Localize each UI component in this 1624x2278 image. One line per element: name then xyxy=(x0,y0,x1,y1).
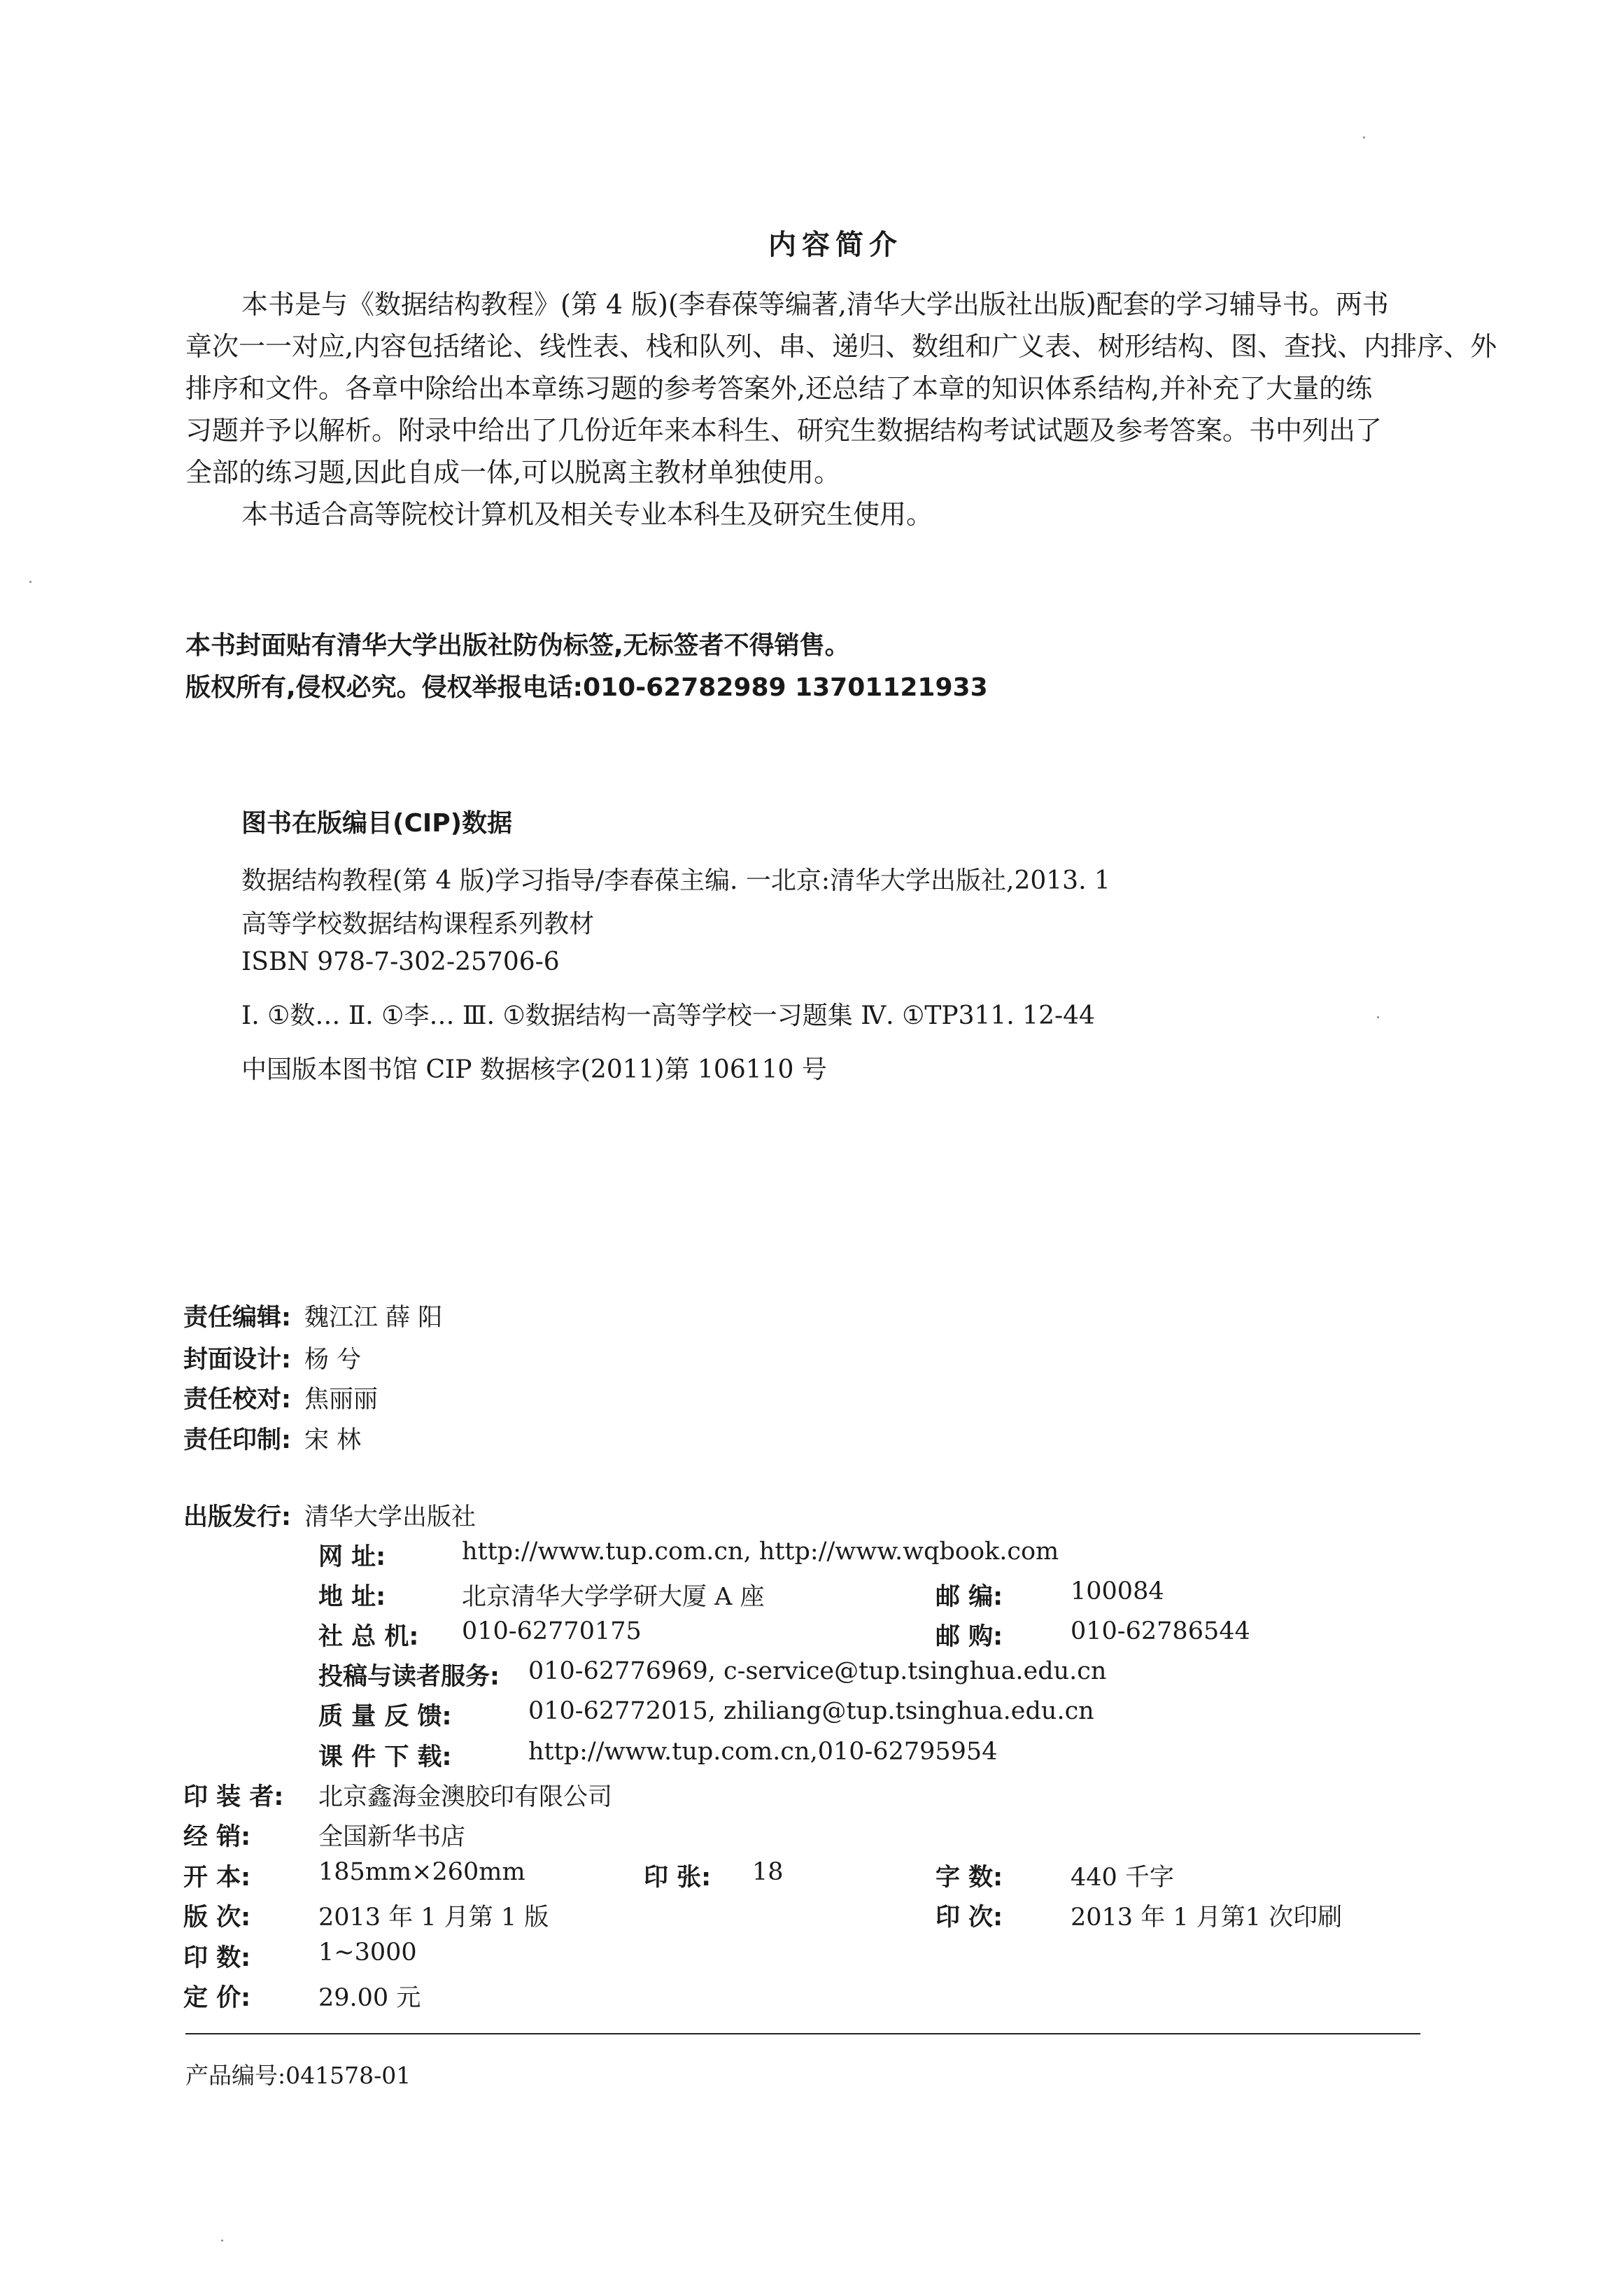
website-label: 网 址: xyxy=(318,1543,386,1571)
editor-value: 魏江江 薛 阳 xyxy=(304,1304,443,1332)
print-supervisor-value: 宋 林 xyxy=(304,1426,362,1454)
scan-speck xyxy=(1363,136,1365,139)
footer-rule xyxy=(185,2033,1420,2034)
publisher-name: 清华大学出版社 xyxy=(304,1503,476,1531)
cip-isbn-line: ISBN 978-7-302-25706-6 xyxy=(241,948,560,976)
download-value: http://www.tup.com.cn,010-62795954 xyxy=(528,1738,998,1766)
cip-series-line: 高等学校数据结构课程系列教材 xyxy=(241,910,595,938)
wordcount-label: 字 数: xyxy=(935,1864,1003,1892)
download-label: 课 件 下 载: xyxy=(318,1743,452,1771)
product-code: 产品编号:041578-01 xyxy=(185,2062,411,2089)
cip-title-line: 数据结构教程(第 4 版)学习指导/李春葆主编. 一北京:清华大学出版社,2013. 1 xyxy=(241,866,1110,895)
submission-value: 010-62776969, c-service@tup.tsinghua.edu.cn xyxy=(528,1657,1107,1685)
mailorder-value: 010-62786544 xyxy=(1071,1617,1250,1645)
price-label: 定 价: xyxy=(183,1984,251,2012)
cover-design-label: 封面设计: xyxy=(183,1346,291,1374)
intro-line-1: 本书是与《数据结构教程》(第 4 版)(李春葆等编著,清华大学出版社出版)配套的学习辅导书。两书 xyxy=(241,289,1389,320)
editor-label: 责任编辑: xyxy=(183,1304,291,1332)
scan-speck xyxy=(221,2240,223,2242)
copies-value: 1~3000 xyxy=(318,1939,417,1967)
postcode-value: 100084 xyxy=(1071,1577,1164,1605)
publisher-label: 出版发行: xyxy=(183,1503,291,1531)
distributor-label: 经 销: xyxy=(183,1823,251,1851)
copies-label: 印 数: xyxy=(183,1944,251,1972)
intro-line-5: 全部的练习题,因此自成一体,可以脱离主教材单独使用。 xyxy=(185,457,841,488)
printer-label: 印 装 者: xyxy=(183,1783,284,1811)
distributor-value: 全国新华书店 xyxy=(318,1823,466,1851)
print-supervisor-label: 责任印制: xyxy=(183,1426,291,1454)
intro-line-3: 排序和文件。各章中除给出本章练习题的参考答案外,还总结了本章的知识体系结构,并补充了大量的练 xyxy=(185,373,1373,404)
intro-line-2: 章次一一对应,内容包括绪论、线性表、栈和队列、串、递归、数组和广义表、树形结构、图、查找、内排序、外 xyxy=(185,331,1497,362)
switchboard-value: 010-62770175 xyxy=(462,1617,642,1645)
printing-value: 2013 年 1 月第1 次印刷 xyxy=(1071,1904,1343,1932)
copyright-hotline: 版权所有,侵权必究。侵权举报电话:010-62782989 13701121933 xyxy=(185,673,988,702)
cip-record-line: 中国版本图书馆 CIP 数据核字(2011)第 106110 号 xyxy=(241,1055,827,1084)
address-label: 地 址: xyxy=(318,1583,386,1611)
printer-value: 北京鑫海金澳胶印有限公司 xyxy=(318,1783,613,1811)
sheets-value: 18 xyxy=(752,1858,784,1886)
cip-classification-line: Ⅰ. ①数… Ⅱ. ①李… Ⅲ. ①数据结构一高等学校一习题集 Ⅳ. ①TP311. 12-44 xyxy=(241,1001,1095,1030)
scan-speck xyxy=(1377,1016,1379,1018)
feedback-label: 质 量 反 馈: xyxy=(318,1703,452,1731)
proofreader-value: 焦丽丽 xyxy=(304,1386,379,1414)
intro-title: 内容简介 xyxy=(768,229,903,261)
anti-counterfeit-notice: 本书封面贴有清华大学出版社防伪标签,无标签者不得销售。 xyxy=(185,631,850,660)
proofreader-label: 责任校对: xyxy=(183,1386,291,1414)
submission-label: 投稿与读者服务: xyxy=(318,1663,500,1691)
sheets-label: 印 张: xyxy=(644,1864,712,1892)
scan-speck xyxy=(29,581,31,583)
cover-design-value: 杨 兮 xyxy=(304,1346,362,1374)
intro-line-6: 本书适合高等院校计算机及相关专业本科生及研究生使用。 xyxy=(241,499,933,530)
format-value: 185mm×260mm xyxy=(318,1858,525,1886)
cip-heading: 图书在版编目(CIP)数据 xyxy=(241,809,513,838)
mailorder-label: 邮 购: xyxy=(935,1623,1003,1651)
edition-label: 版 次: xyxy=(183,1904,251,1932)
wordcount-value: 440 千字 xyxy=(1071,1864,1174,1892)
switchboard-label: 社 总 机: xyxy=(318,1623,419,1651)
format-label: 开 本: xyxy=(183,1864,251,1892)
price-value: 29.00 元 xyxy=(318,1984,421,2012)
printing-label: 印 次: xyxy=(935,1904,1003,1932)
website-value: http://www.tup.com.cn, http://www.wqbook.com xyxy=(462,1538,1059,1566)
address-value: 北京清华大学学研大厦 A 座 xyxy=(462,1583,765,1611)
feedback-value: 010-62772015, zhiliang@tup.tsinghua.edu.cn xyxy=(528,1697,1094,1725)
intro-line-4: 习题并予以解析。附录中给出了几份近年来本科生、研究生数据结构考试试题及参考答案。书中列出了 xyxy=(185,415,1383,446)
edition-value: 2013 年 1 月第 1 版 xyxy=(318,1904,549,1932)
postcode-label: 邮 编: xyxy=(935,1583,1003,1611)
